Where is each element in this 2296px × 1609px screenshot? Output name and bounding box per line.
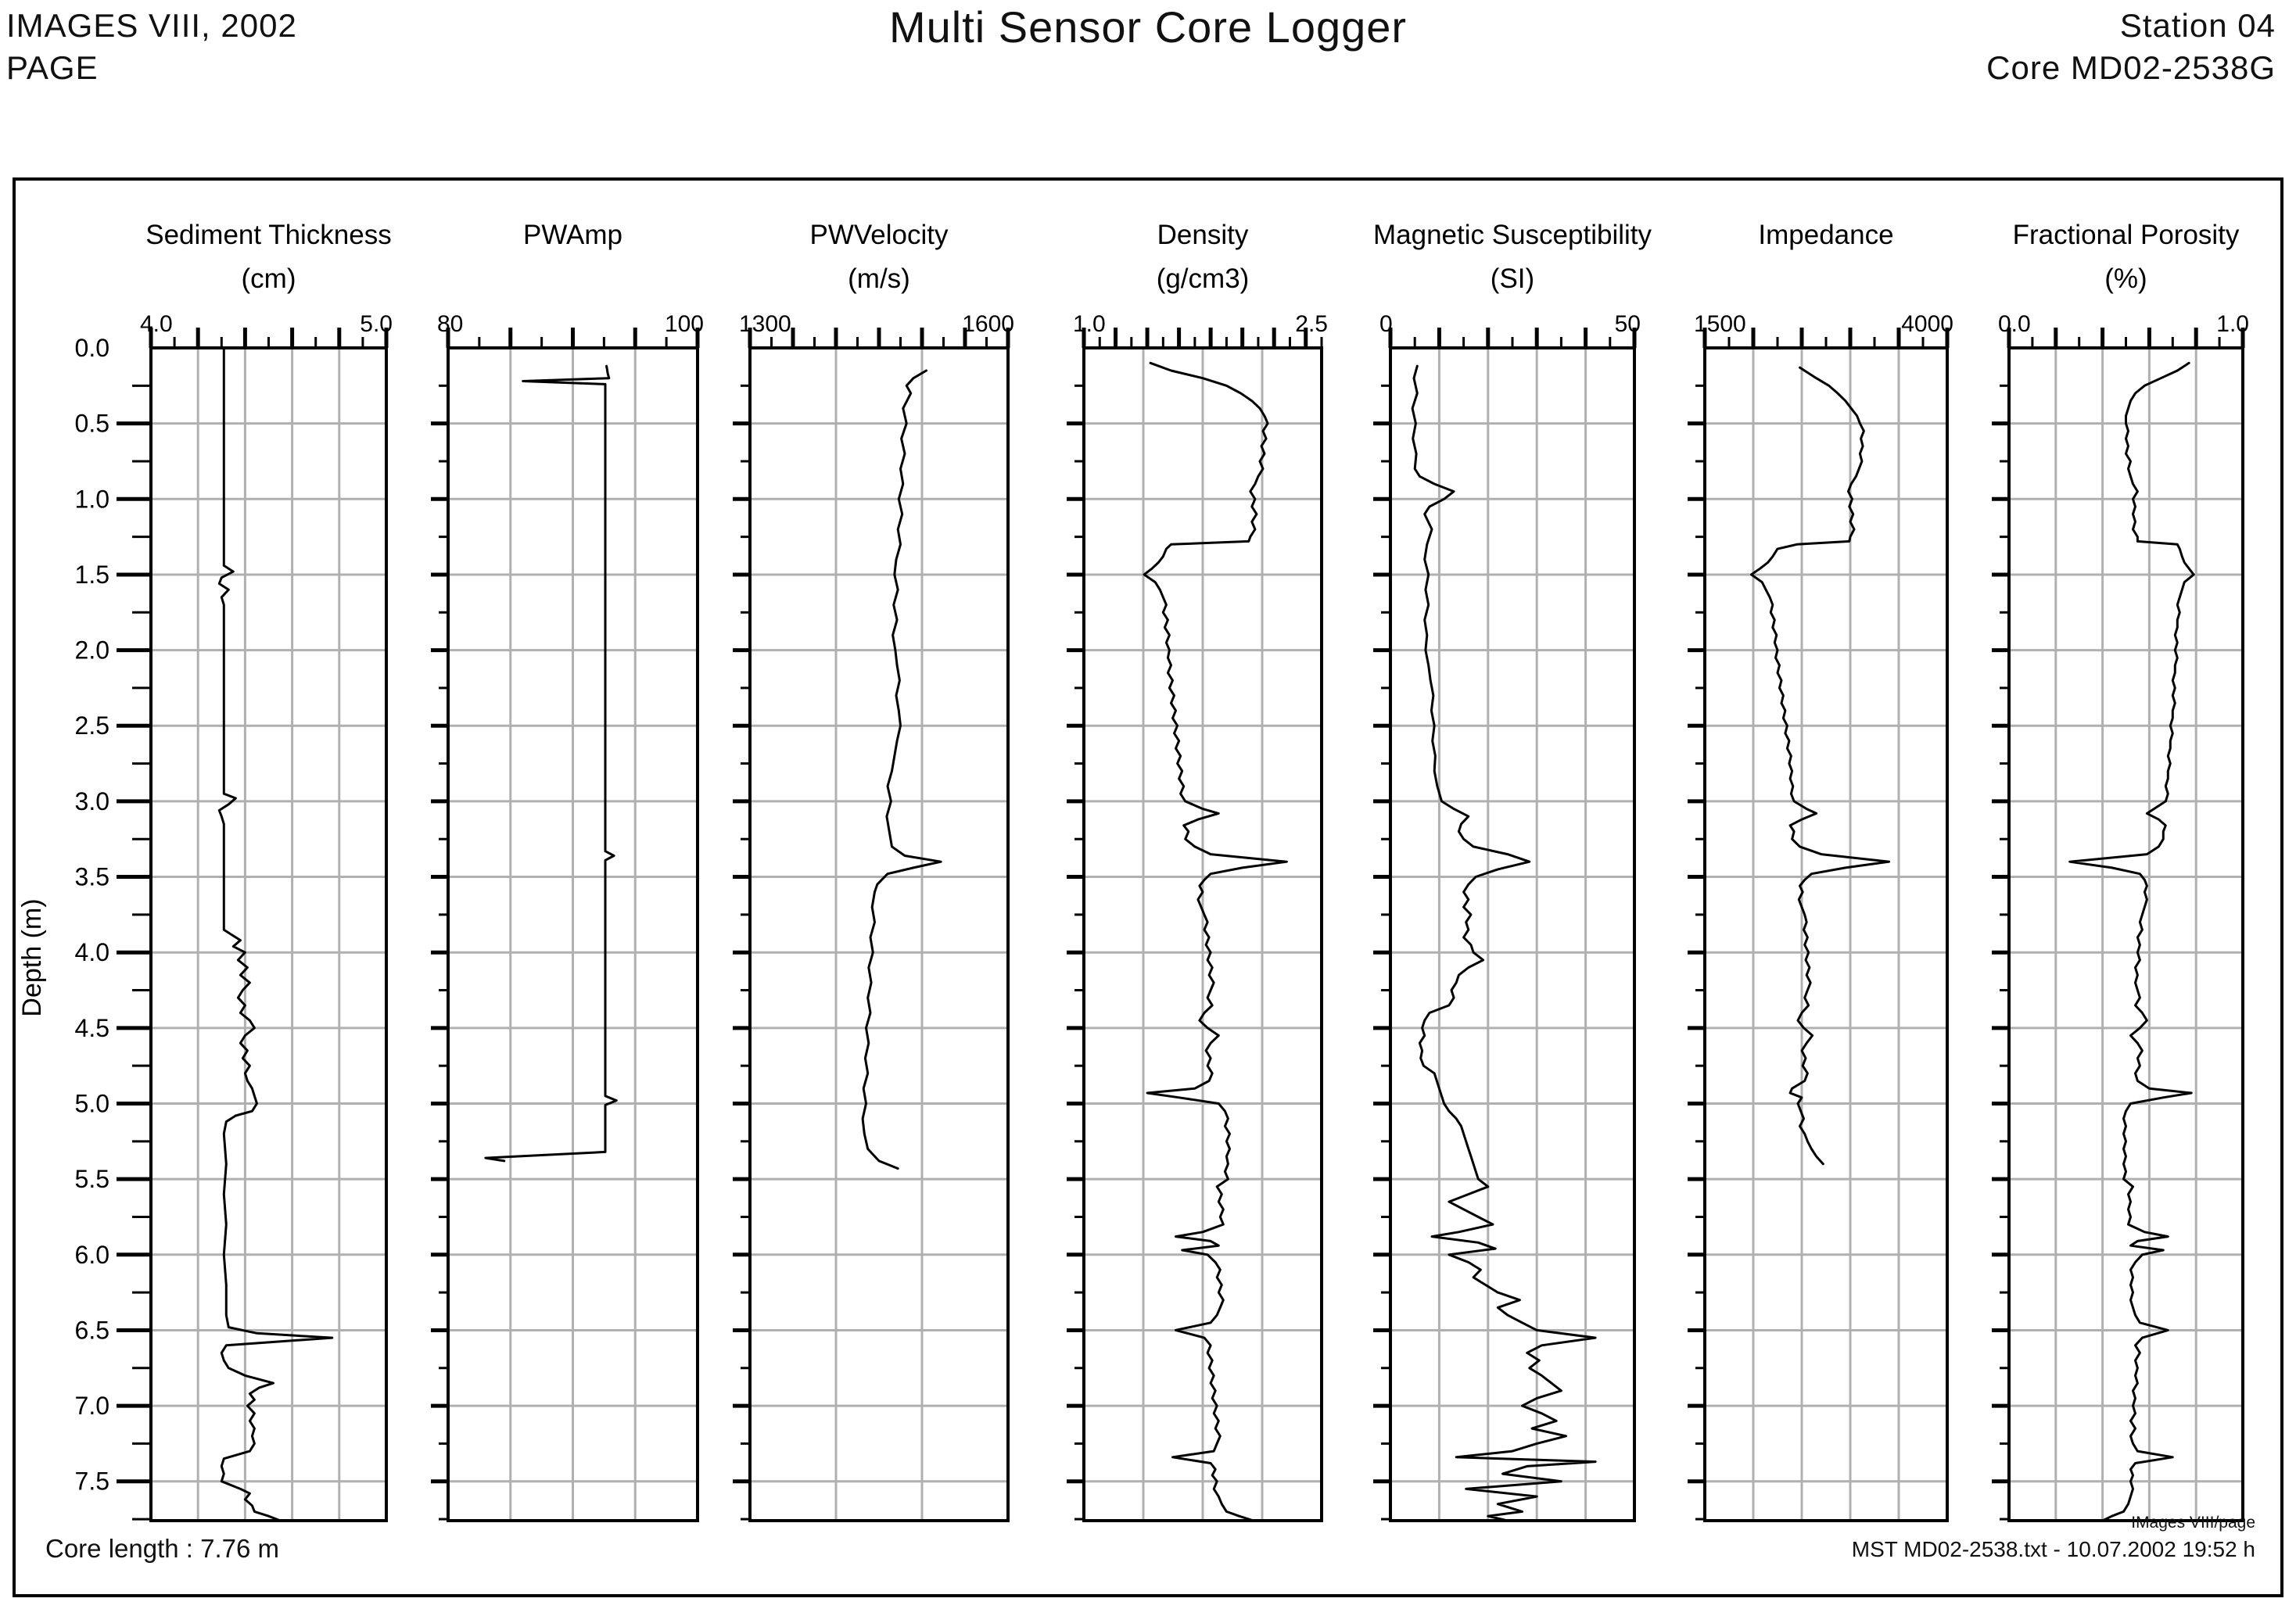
x-max-label: 50 bbox=[1614, 311, 1641, 337]
depth-tick-label: 1.5 bbox=[74, 560, 109, 589]
core-length-text: Core length : 7.76 m bbox=[45, 1534, 279, 1563]
trace-impedance bbox=[1752, 367, 1889, 1164]
depth-tick-label: 2.0 bbox=[74, 636, 109, 665]
x-max-label: 1600 bbox=[962, 311, 1014, 337]
depth-tick-label: 5.5 bbox=[74, 1165, 109, 1194]
x-min-label: 1.0 bbox=[1073, 311, 1106, 337]
panel-frame bbox=[1390, 348, 1634, 1521]
panel-unit: (SI) bbox=[1490, 263, 1535, 294]
depth-tick-label: 3.5 bbox=[74, 862, 109, 891]
depth-axis-label: Depth (m) bbox=[17, 898, 47, 1017]
panel-frame bbox=[2009, 348, 2243, 1521]
depth-tick-label: 4.5 bbox=[74, 1013, 109, 1042]
x-max-label: 5.0 bbox=[360, 311, 393, 337]
panel-title: PWVelocity bbox=[809, 220, 949, 250]
depth-tick-label: 4.0 bbox=[74, 938, 109, 967]
file-info-text: MST MD02-2538.txt - 10.07.2002 19:52 h bbox=[1851, 1537, 2255, 1561]
panel-magnetic-susceptibility bbox=[1373, 220, 1652, 1521]
panel-unit: (%) bbox=[2104, 263, 2147, 294]
x-max-label: 4000 bbox=[1901, 311, 1953, 337]
depth-tick-label: 7.0 bbox=[74, 1392, 109, 1421]
x-min-label: 1500 bbox=[1694, 311, 1746, 337]
page-title: Multi Sensor Core Logger bbox=[888, 2, 1408, 52]
panel-impedance bbox=[1688, 220, 1953, 1521]
trace-pwamp bbox=[486, 366, 616, 1161]
x-min-label: 80 bbox=[437, 311, 464, 337]
panel-title: Sediment Thickness bbox=[145, 220, 392, 250]
x-min-label: 1300 bbox=[739, 311, 791, 337]
panel-title: Fractional Porosity bbox=[2012, 220, 2240, 250]
x-max-label: 100 bbox=[664, 311, 704, 337]
trace-density bbox=[1144, 363, 1286, 1521]
panel-title: PWAmp bbox=[522, 220, 623, 250]
panel-frame bbox=[151, 348, 386, 1521]
panel-unit: (cm) bbox=[241, 263, 296, 294]
panel-title: Magnetic Susceptibility bbox=[1373, 220, 1652, 250]
depth-tick-label: 1.0 bbox=[74, 485, 109, 514]
trace-pwvelocity bbox=[863, 371, 941, 1169]
panel-unit: (g/cm3) bbox=[1156, 263, 1250, 294]
trace-sediment-thickness bbox=[219, 348, 332, 1521]
depth-tick-label: 2.5 bbox=[74, 711, 109, 740]
credit-text: IMages VIII/page bbox=[2131, 1514, 2255, 1532]
panel-pwamp bbox=[431, 220, 704, 1521]
depth-tick-label: 0.5 bbox=[74, 409, 109, 438]
depth-tick-label: 3.0 bbox=[74, 787, 109, 815]
panel-sediment-thickness bbox=[117, 220, 393, 1521]
x-min-label: 0.0 bbox=[1998, 311, 2031, 337]
x-max-label: 1.0 bbox=[2216, 311, 2249, 337]
station-label: Station 04 bbox=[2119, 7, 2276, 44]
depth-tick-label: 5.0 bbox=[74, 1089, 109, 1118]
x-min-label: 0 bbox=[1379, 311, 1393, 337]
depth-tick-label: 6.5 bbox=[74, 1316, 109, 1345]
panel-density bbox=[1067, 220, 1328, 1521]
panel-title: Density bbox=[1157, 220, 1249, 250]
panel-title: Impedance bbox=[1758, 220, 1894, 250]
panel-pwvelocity bbox=[733, 220, 1014, 1521]
depth-axis bbox=[17, 334, 109, 1496]
panel-unit: (m/s) bbox=[848, 263, 910, 294]
core-label: Core MD02-2538G bbox=[1986, 49, 2276, 86]
panel-frame bbox=[1705, 348, 1947, 1521]
x-min-label: 4.0 bbox=[140, 311, 173, 337]
depth-tick-label: 7.5 bbox=[74, 1467, 109, 1496]
depth-tick-label: 6.0 bbox=[74, 1240, 109, 1269]
x-max-label: 2.5 bbox=[1295, 311, 1328, 337]
cruise-name: IMAGES VIII, 2002 bbox=[6, 7, 297, 44]
trace-fractional-porosity bbox=[2070, 363, 2194, 1521]
panel-fractional-porosity bbox=[1992, 220, 2249, 1521]
panel-frame bbox=[750, 348, 1008, 1521]
depth-tick-label: 0.0 bbox=[74, 334, 109, 362]
page-label: PAGE bbox=[6, 49, 99, 86]
